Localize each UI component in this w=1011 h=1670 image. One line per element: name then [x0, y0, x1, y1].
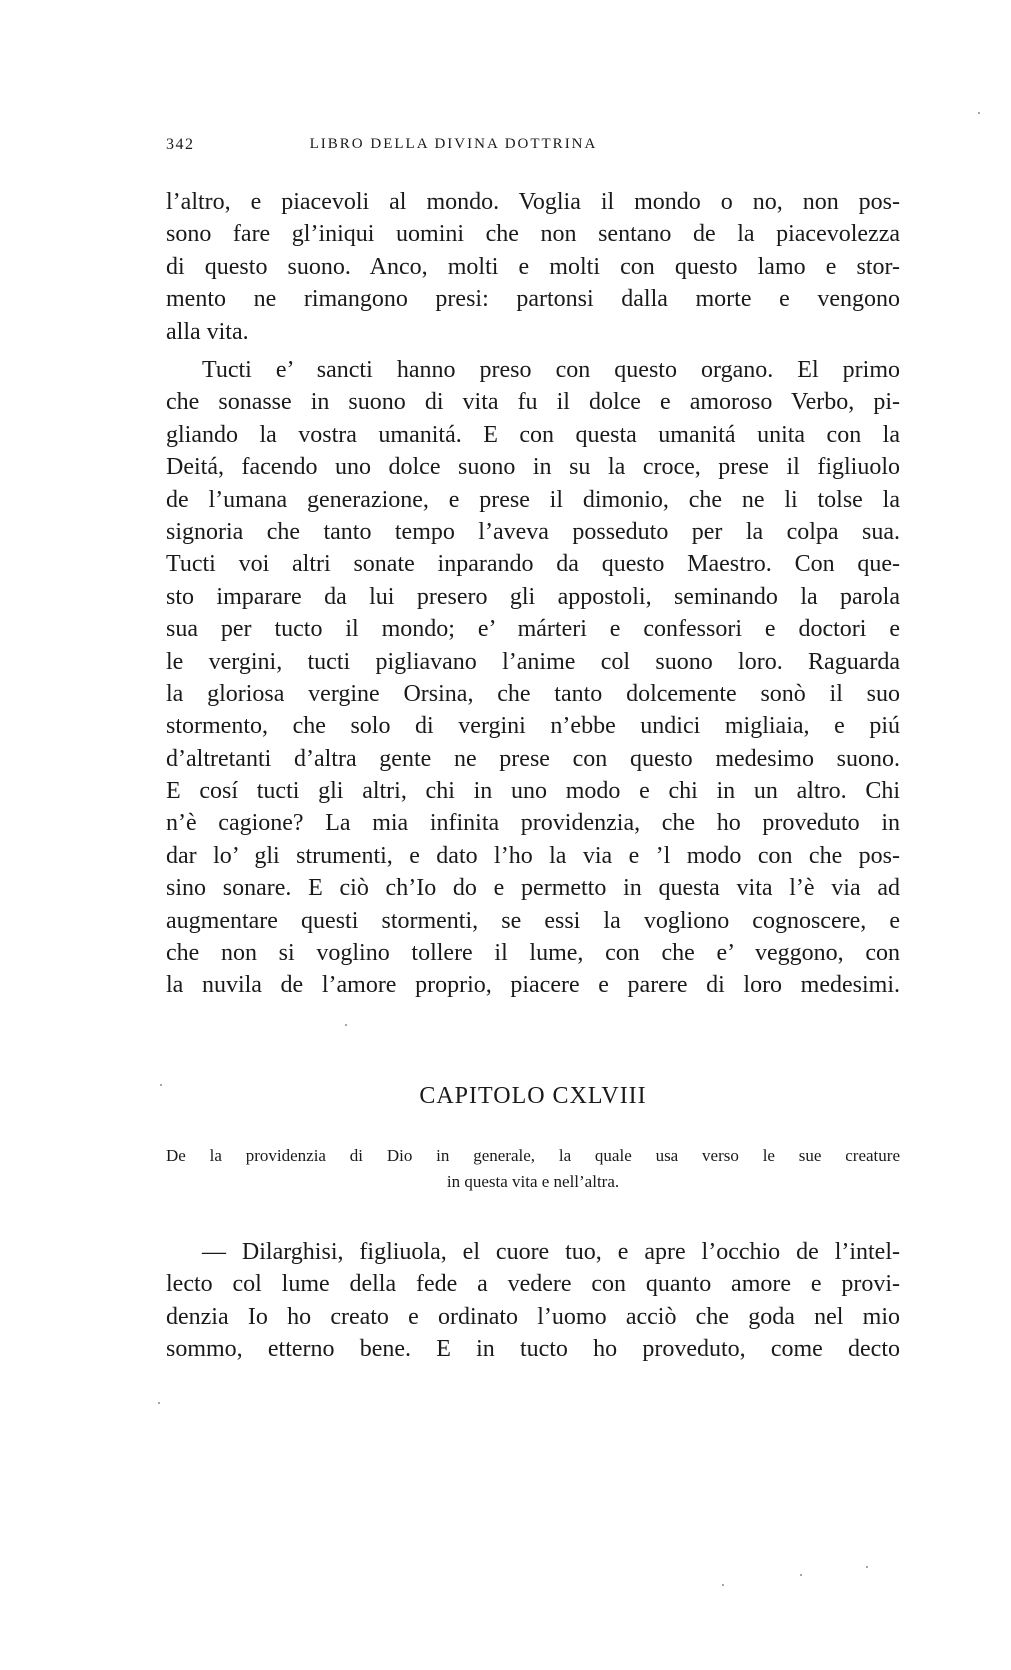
scan-speck — [722, 1584, 724, 1586]
text-line: n’è cagione? La mia infinita providenzia, che ho proveduto in — [166, 810, 900, 837]
text-line: Tucti voi altri sonate inparando da questo Maestro. Con que- — [166, 551, 900, 578]
scan-speck — [160, 1084, 162, 1086]
chapter-summary-line: in questa vita e nell’altra. — [446, 1172, 620, 1191]
scan-speck — [345, 1024, 347, 1026]
text-line: E cosí tucti gli altri, chi in uno modo e chi in un altro. Chi — [166, 778, 900, 805]
text-line: di questo suono. Anco, molti e molti con questo lamo e stor- — [166, 253, 900, 280]
text-line: sto imparare da lui presero gli appostoli, seminando la parola — [166, 583, 900, 610]
text-line: d’altretanti d’altra gente ne prese con questo medesimo suono. — [166, 745, 900, 772]
chapter-summary-line: De la providenzia di Dio in generale, la quale usa verso le sue creature — [166, 1146, 900, 1165]
text-line: — Dilarghisi, figliuola, el cuore tuo, e apre l’occhio de l’intel- — [202, 1239, 900, 1265]
text-line: sua per tucto il mondo; e’ márteri e confessori e doctori e — [166, 616, 900, 643]
text-line: gliando la vostra umanitá. E con questa umanitá unita con la — [166, 421, 900, 448]
text-line: denzia Io ho creato e ordinato l’uomo acciò che goda nel mio — [166, 1303, 900, 1330]
chapter-summary — [166, 1143, 900, 1195]
text-line: la nuvila de l’amore proprio, piacere e parere di loro medesimi. — [166, 972, 900, 999]
scan-speck — [978, 112, 980, 114]
scan-speck — [866, 1566, 868, 1568]
text-line: alla vita. — [166, 318, 249, 345]
text-line: Tucti e’ sancti hanno preso con questo organo. El primo — [202, 357, 900, 383]
text-line: la gloriosa vergine Orsina, che tanto dolcemente sonò il suo — [166, 680, 900, 707]
paragraph-saints — [166, 354, 900, 1002]
paragraph-continuation — [166, 186, 900, 348]
text-line: sono fare gl’iniqui uomini che non sentano de la piacevolezza — [166, 221, 900, 248]
text-line: che sonasse in suono di vita fu il dolce e amoroso Verbo, pi- — [166, 389, 900, 416]
page-number: 342 — [166, 136, 195, 153]
text-line: dar lo’ gli strumenti, e dato l’ho la via e ’l modo con che pos- — [166, 842, 900, 869]
text-line: signoria che tanto tempo l’aveva posseduto per la colpa sua. — [166, 518, 900, 545]
text-line: de l’umana generazione, e prese il dimonio, che ne li tolse la — [166, 486, 900, 513]
text-line: lecto col lume della fede a vedere con quanto amore e provi- — [166, 1271, 900, 1298]
running-title: LIBRO DELLA DIVINA DOTTRINA — [309, 136, 598, 152]
text-line: mento ne rimangono presi: partonsi dalla morte e vengono — [166, 286, 900, 313]
text-line: sino sonare. E ciò ch’Io do e permetto in questa vita l’è via ad — [166, 875, 900, 902]
text-line: Deitá, facendo uno dolce suono in su la croce, prese il figliuolo — [166, 454, 900, 481]
paragraph-providence — [166, 1236, 900, 1366]
scan-speck — [158, 1402, 160, 1404]
text-line: le vergini, tucti pigliavano l’anime col suono loro. Raguarda — [166, 648, 900, 675]
text-line: stormento, che solo di vergini n’ebbe undici migliaia, e piú — [166, 713, 900, 740]
text-line: sommo, etterno bene. E in tucto ho proveduto, come decto — [166, 1336, 900, 1363]
text-line: l’altro, e piacevoli al mondo. Voglia il mondo o no, non pos- — [166, 189, 900, 215]
text-line: che non si voglino tollere il lume, con che e’ veggono, con — [166, 940, 900, 967]
running-head — [166, 136, 711, 160]
text-line: augmentare questi stormenti, se essi la vogliono cognoscere, e — [166, 907, 900, 934]
scan-speck — [800, 1574, 802, 1576]
chapter-heading: CAPITOLO CXLVIII — [419, 1083, 647, 1109]
